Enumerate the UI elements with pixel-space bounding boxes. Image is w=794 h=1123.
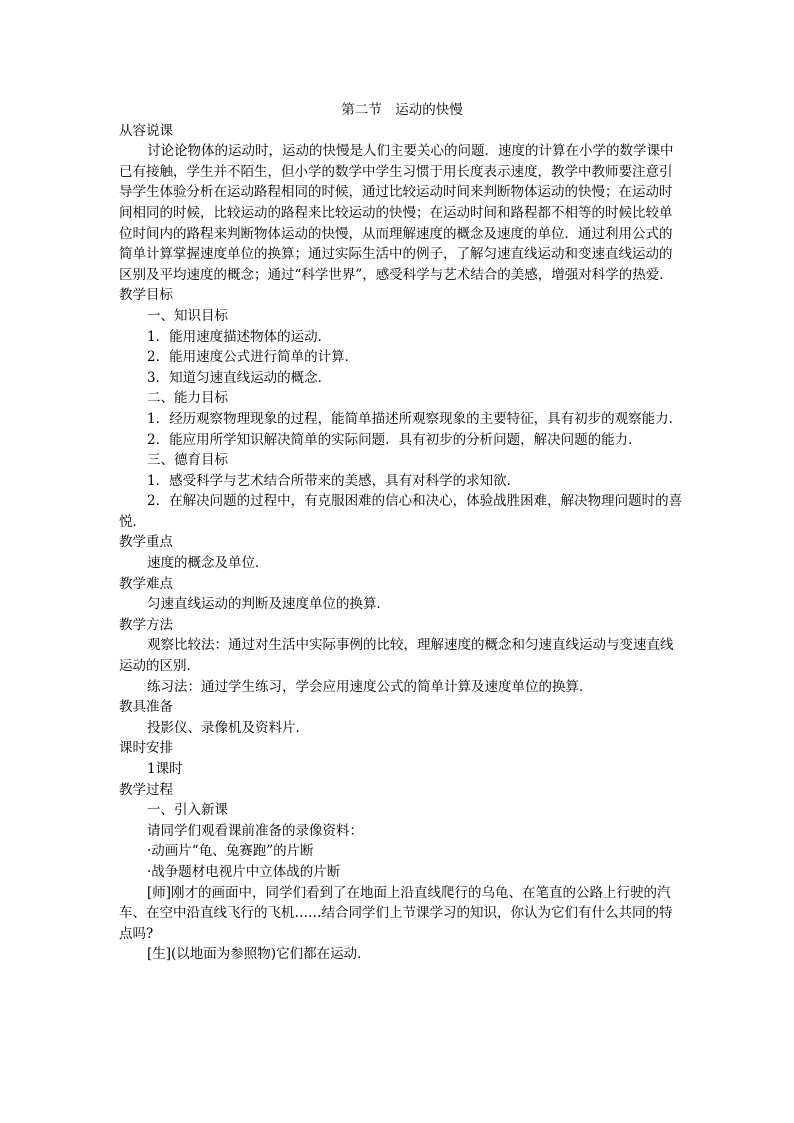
section-heading-time: 课时安排 xyxy=(119,740,173,757)
section-heading-intro: 从容说课 xyxy=(119,122,173,139)
intro-paragraph: 讨论论物体的运动时，运动的快慢是人们主要关心的问题．速度的计算在小学的数学课中已有接触，学生并不陌生，但小学的数学中学生习惯于用长度表示速度，教学中教师要注意引导学生体验分析在运动路程相同的时候，通过比较运动时间来判断物体运动的快慢；在运动时间相同的时候，比较运动的路程来比较运动的快慢；在运动时间和路程都不相等的时候比较单位时间内的路程来判断物体运动的快慢，从而理解速度的概念及速度的单位．通过利用公式的简单计算掌握速度单位的换算；通过实际生活中的例子，了解匀速直线运动和变速直线运动的区别及平均速度的概念；通过“科学世界”，感受科学与艺术结合的美感，增强对科学的热爱． xyxy=(119,143,674,283)
process1-bullet: ·动画片“龟、兔赛跑”的片断 xyxy=(147,843,314,860)
difficulty-text: 匀速直线运动的判断及速度单位的换算． xyxy=(147,596,390,613)
tools-text: 投影仪、录像机及资料片． xyxy=(147,719,309,736)
student-dialogue: [生](以地面为参照物)它们都在运动． xyxy=(147,946,371,963)
process1-bullet: ·战争题材电视片中立体战的片断 xyxy=(147,863,341,880)
goal2-heading: 二、能力目标 xyxy=(147,390,228,407)
page-title: 第二节 运动的快慢 xyxy=(341,102,463,118)
section-heading-key: 教学重点 xyxy=(119,534,173,551)
goal3-heading: 三、德育目标 xyxy=(147,452,228,469)
goal1-heading: 一、知识目标 xyxy=(147,307,228,324)
goal2-item: 1．经历观察物理现象的过程，能简单描述所观察现象的主要特征，具有初步的观察能力． xyxy=(147,410,683,427)
section-heading-method: 教学方法 xyxy=(119,616,173,633)
goal1-item: 2．能用速度公式进行简单的计算． xyxy=(147,349,359,366)
process1-text: 请同学们观看课前准备的录像资料： xyxy=(147,822,363,839)
time-text: 1课时 xyxy=(147,761,183,777)
method-observe: 观察比较法：通过对生活中实际事例的比较，理解速度的概念和匀速直线运动与变速直线运动的区别． xyxy=(119,637,674,675)
section-heading-tools: 教具准备 xyxy=(119,699,173,716)
method-practice: 练习法：通过学生练习，学会应用速度公式的简单计算及速度单位的换算． xyxy=(147,678,593,695)
goal3-item: 2．在解决问题的过程中，有克服困难的信心和决心，体验战胜困难，解决物理问题时的喜悦． xyxy=(119,493,683,530)
section-heading-process: 教学过程 xyxy=(119,781,173,798)
goal1-item: 1．能用速度描述物体的运动． xyxy=(147,328,332,345)
goal2-item: 2．能应用所学知识解决简单的实际问题．具有初步的分析问题，解决问题的能力． xyxy=(147,431,642,448)
goal3-item: 1．感受科学与艺术结合所带来的美感，具有对科学的求知欲． xyxy=(147,472,521,489)
section-heading-difficulty: 教学难点 xyxy=(119,575,173,592)
goal1-item: 3．知道匀速直线运动的概念． xyxy=(147,369,332,386)
section-heading-goals: 教学目标 xyxy=(119,287,173,304)
process1-heading: 一、引入新课 xyxy=(147,802,228,819)
document-body xyxy=(119,100,685,965)
teacher-dialogue: [师]刚才的画面中，同学们看到了在地面上沿直线爬行的乌龟、在笔直的公路上行驶的汽车、在空中沿直线飞行的飞机……结合同学们上节课学习的知识，你认为它们有什么共同的特点吗? xyxy=(119,884,673,942)
key-text: 速度的概念及单位． xyxy=(147,555,269,572)
